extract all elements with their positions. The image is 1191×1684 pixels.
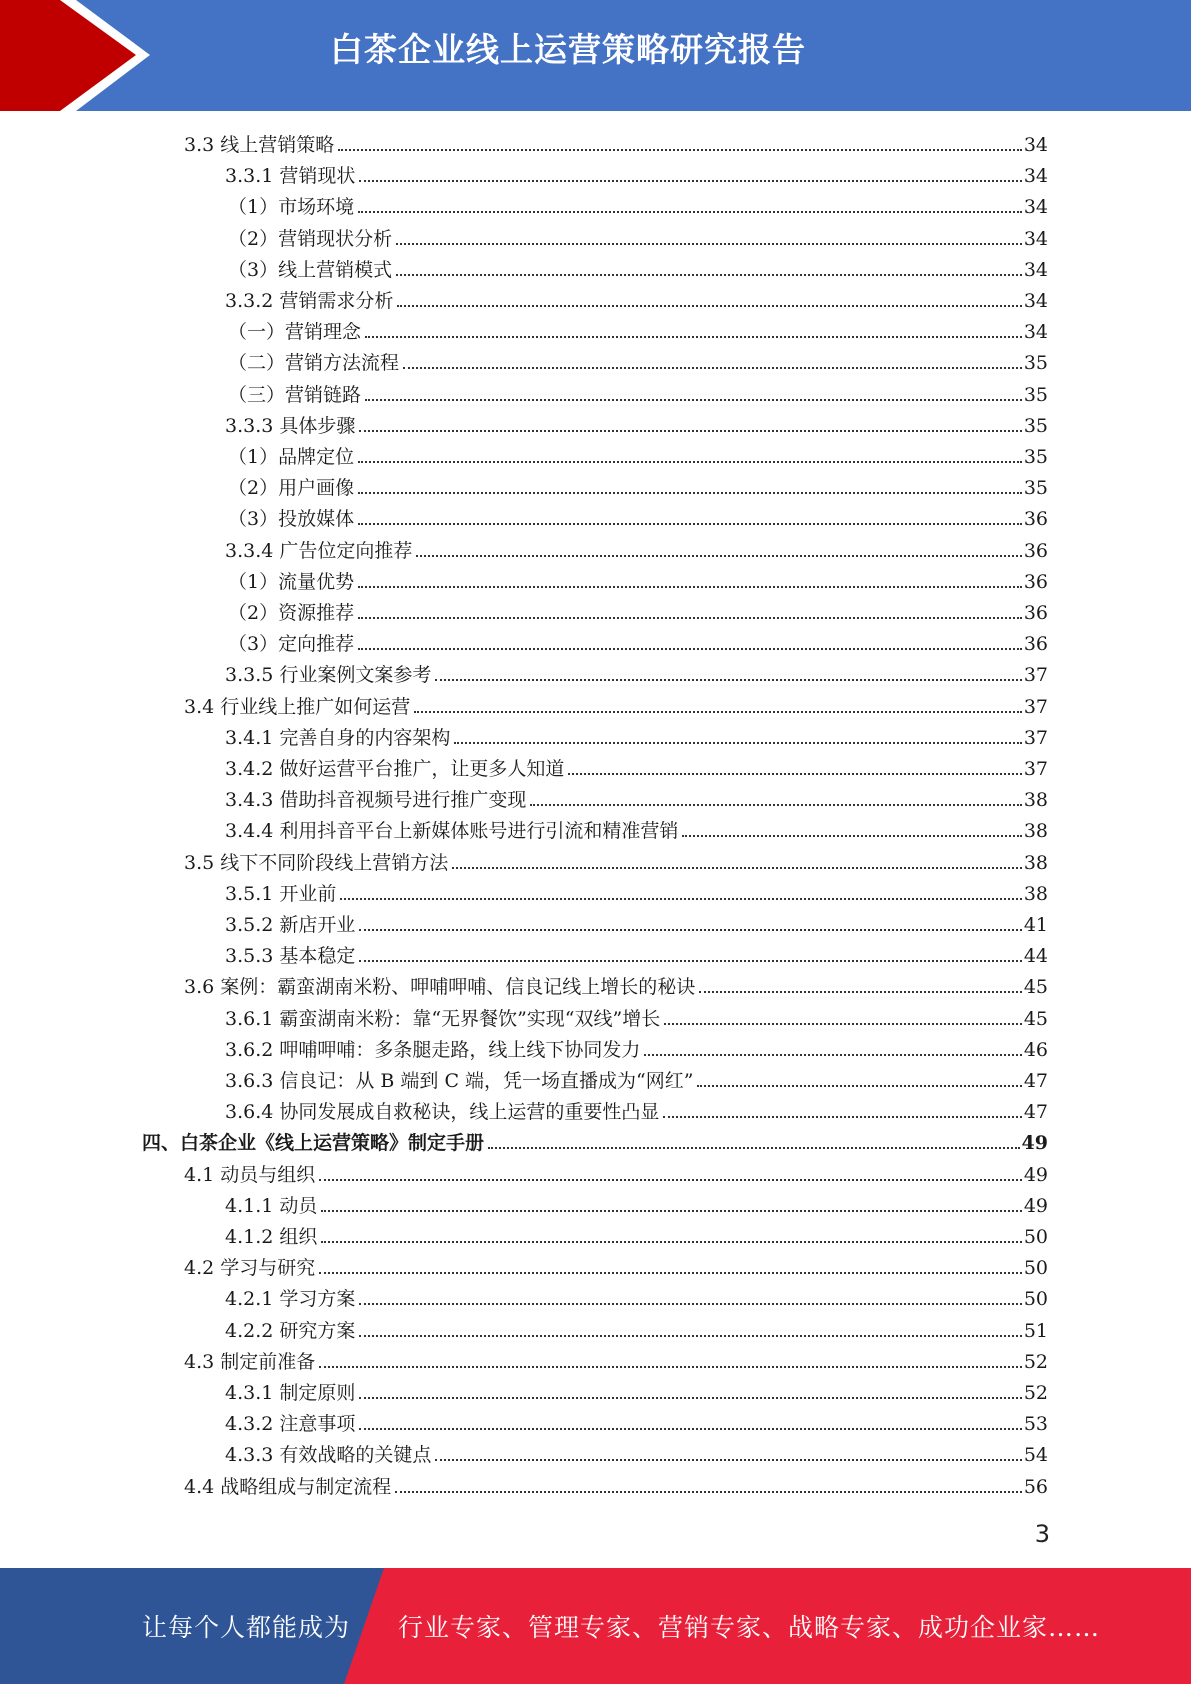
toc-leader-dots (319, 1366, 1022, 1368)
toc-leader-dots (358, 211, 1022, 213)
toc-entry-label: （二）营销方法流程 (228, 352, 400, 374)
toc-entry-page: 36 (1023, 602, 1048, 624)
toc-entry-label: 3.3 线上营销策略 (184, 134, 335, 156)
toc-entry-label: 3.3.3 具体步骤 (225, 415, 356, 437)
toc-entry-page: 51 (1023, 1320, 1048, 1342)
toc-entry-label: 3.4.2 做好运营平台推广，让更多人知道 (225, 758, 565, 780)
toc-leader-dots (452, 867, 1022, 869)
toc-entry[interactable] (225, 157, 1048, 188)
toc-entry[interactable] (184, 1343, 1048, 1374)
toc-entry-label: （1）市场环境 (228, 196, 355, 218)
toc-entry-label: 3.5.3 基本稳定 (225, 945, 356, 967)
toc-entry[interactable] (228, 220, 1048, 251)
toc-entry[interactable] (142, 1124, 1048, 1155)
toc-entry-label: 3.6.3 信良记：从 B 端到 C 端，凭一场直播成为“网红” (225, 1070, 694, 1092)
toc-entry[interactable] (225, 1312, 1048, 1343)
toc-leader-dots (644, 1054, 1021, 1056)
toc-entry-page: 37 (1023, 727, 1048, 749)
toc-entry[interactable] (184, 1156, 1048, 1187)
toc-entry[interactable] (228, 251, 1048, 282)
toc-entry[interactable] (184, 844, 1048, 875)
toc-entry-label: 3.3.1 营销现状 (225, 165, 356, 187)
toc-entry-label: 4.2.2 研究方案 (225, 1320, 356, 1342)
toc-entry-label: 3.5.1 开业前 (225, 883, 337, 905)
toc-entry-page: 34 (1023, 259, 1048, 281)
toc-entry-page: 50 (1023, 1288, 1048, 1310)
toc-entry-page: 34 (1023, 165, 1048, 187)
toc-entry-label: （2）用户画像 (228, 477, 355, 499)
toc-entry-label: 3.6.4 协同发展成自救秘诀，线上运营的重要性凸显 (225, 1101, 660, 1123)
toc-entry-page: 50 (1023, 1257, 1048, 1279)
toc-leader-dots (664, 1023, 1022, 1025)
toc-entry-page: 38 (1023, 789, 1048, 811)
toc-leader-dots (358, 492, 1022, 494)
toc-entry-page: 54 (1023, 1444, 1048, 1466)
toc-entry[interactable] (184, 968, 1048, 999)
toc-leader-dots (319, 1272, 1022, 1274)
toc-leader-dots (358, 617, 1022, 619)
toc-entry-label: （2）资源推荐 (228, 602, 355, 624)
page-footer (0, 1568, 1191, 1684)
toc-leader-dots (359, 1428, 1021, 1430)
toc-entry[interactable] (225, 1280, 1048, 1311)
toc-leader-dots (403, 367, 1022, 369)
toc-leader-dots (663, 1116, 1021, 1118)
toc-entry-label: 4.3 制定前准备 (184, 1351, 316, 1373)
toc-entry-label: 3.3.5 行业案例文案参考 (225, 664, 432, 686)
toc-leader-dots (358, 523, 1022, 525)
toc-entry-label: （3）投放媒体 (228, 508, 355, 530)
toc-entry-page: 35 (1023, 446, 1048, 468)
toc-entry-page: 38 (1023, 820, 1048, 842)
toc-entry-label: 3.5 线下不同阶段线上营销方法 (184, 852, 449, 874)
toc-entry-page: 34 (1023, 290, 1048, 312)
toc-entry[interactable] (228, 438, 1048, 469)
toc-entry[interactable] (228, 188, 1048, 219)
toc-leader-dots (682, 835, 1021, 837)
toc-leader-dots (359, 1335, 1021, 1337)
toc-entry-page: 36 (1023, 508, 1048, 530)
toc-entry-label: 4.4 战略组成与制定流程 (184, 1476, 392, 1498)
toc-entry-label: 3.4.3 借助抖音视频号进行推广变现 (225, 789, 527, 811)
toc-leader-dots (416, 555, 1021, 557)
toc-leader-dots (435, 1459, 1021, 1461)
toc-entry[interactable] (225, 781, 1048, 812)
toc-entry[interactable] (184, 126, 1048, 157)
toc-entry[interactable] (228, 563, 1048, 594)
toc-leader-dots (435, 679, 1021, 681)
toc-entry[interactable] (225, 1031, 1048, 1062)
toc-entry-label: 4.1 动员与组织 (184, 1164, 316, 1186)
toc-leader-dots (396, 243, 1022, 245)
toc-entry-page: 34 (1023, 134, 1048, 156)
toc-entry-label: （三）营销链路 (228, 384, 362, 406)
toc-entry-label: （2）营销现状分析 (228, 228, 393, 250)
toc-entry[interactable] (228, 469, 1048, 500)
toc-leader-dots (358, 461, 1022, 463)
toc-entry-label: 4.1.1 动员 (225, 1195, 318, 1217)
toc-entry[interactable] (225, 407, 1048, 438)
toc-entry[interactable] (228, 344, 1048, 375)
toc-leader-dots (395, 1491, 1022, 1493)
toc-entry[interactable] (225, 875, 1048, 906)
toc-leader-dots (359, 180, 1021, 182)
toc-entry-page: 37 (1023, 696, 1048, 718)
toc-entry-label: （3）定向推荐 (228, 633, 355, 655)
toc-entry-label: 3.4.1 完善自身的内容架构 (225, 727, 451, 749)
toc-entry[interactable] (225, 906, 1048, 937)
toc-leader-dots (321, 1241, 1021, 1243)
toc-entry[interactable] (225, 1436, 1048, 1467)
toc-leader-dots (359, 430, 1021, 432)
footer-slogan-right: 行业专家、管理专家、营销专家、战略专家、成功企业家…… (398, 1613, 1101, 1642)
toc-entry[interactable] (225, 719, 1048, 750)
toc-entry-page: 52 (1023, 1382, 1048, 1404)
toc-leader-dots (568, 773, 1021, 775)
toc-entry-page: 47 (1023, 1070, 1048, 1092)
toc-entry[interactable] (225, 282, 1048, 313)
toc-entry-label: 4.3.3 有效战略的关键点 (225, 1444, 432, 1466)
toc-entry-label: （3）线上营销模式 (228, 259, 393, 281)
toc-entry-label: （1）流量优势 (228, 571, 355, 593)
toc-entry-page: 35 (1023, 477, 1048, 499)
toc-leader-dots (319, 1179, 1022, 1181)
toc-entry-label: 4.3.1 制定原则 (225, 1382, 356, 1404)
report-title: 白茶企业线上运营策略研究报告 (330, 30, 806, 69)
toc-entry-page: 49 (1023, 1195, 1048, 1217)
toc-entry-page: 45 (1023, 976, 1048, 998)
toc-entry[interactable] (225, 1187, 1048, 1218)
toc-leader-dots (530, 804, 1021, 806)
toc-entry-label: 3.4 行业线上推广如何运营 (184, 696, 411, 718)
toc-entry-page: 36 (1023, 540, 1048, 562)
toc-leader-dots (454, 742, 1021, 744)
toc-entry-label: 3.4.4 利用抖音平台上新媒体账号进行引流和精准营销 (225, 820, 679, 842)
toc-leader-dots (358, 648, 1022, 650)
toc-entry-page: 34 (1023, 196, 1048, 218)
toc-entry[interactable] (225, 750, 1048, 781)
page-header (0, 0, 1191, 111)
toc-entry[interactable] (225, 1000, 1048, 1031)
toc-leader-dots (359, 929, 1021, 931)
toc-entry-page: 37 (1023, 664, 1048, 686)
toc-entry[interactable] (225, 812, 1048, 843)
toc-entry-label: 3.5.2 新店开业 (225, 914, 356, 936)
toc-entry-page: 35 (1023, 415, 1048, 437)
toc-leader-dots (359, 1303, 1021, 1305)
toc-leader-dots (699, 991, 1022, 993)
toc-entry-label: 3.3.4 广告位定向推荐 (225, 540, 413, 562)
toc-leader-dots (338, 149, 1022, 151)
toc-entry[interactable] (228, 313, 1048, 344)
toc-entry-page: 53 (1023, 1413, 1048, 1435)
toc-entry[interactable] (228, 594, 1048, 625)
toc-entry-page: 56 (1023, 1476, 1048, 1498)
toc-leader-dots (488, 1147, 1020, 1149)
toc-entry-page: 35 (1023, 352, 1048, 374)
toc-entry-page: 44 (1023, 945, 1048, 967)
footer-slogan-left: 让每个人都能成为 (142, 1613, 351, 1642)
toc-entry[interactable] (228, 376, 1048, 407)
toc-entry-page: 46 (1023, 1039, 1048, 1061)
toc-entry-label: 3.6.2 呷哺呷哺：多条腿走路，线上线下协同发力 (225, 1039, 641, 1061)
toc-entry-page: 47 (1023, 1101, 1048, 1123)
toc-entry[interactable] (225, 937, 1048, 968)
toc-entry-page: 36 (1023, 571, 1048, 593)
toc-entry[interactable] (225, 1374, 1048, 1405)
toc-leader-dots (414, 711, 1022, 713)
toc-leader-dots (358, 586, 1022, 588)
toc-entry-page: 36 (1023, 633, 1048, 655)
toc-leader-dots (359, 1397, 1021, 1399)
toc-entry[interactable] (228, 625, 1048, 656)
toc-leader-dots (396, 274, 1022, 276)
toc-entry-label: 3.6.1 霸蛮湖南米粉：靠“无界餐饮”实现“双线”增长 (225, 1008, 661, 1030)
toc-entry-page: 34 (1023, 228, 1048, 250)
toc-leader-dots (340, 898, 1021, 900)
toc-entry-label: 3.6 案例：霸蛮湖南米粉、呷哺呷哺、信良记线上增长的秘诀 (184, 976, 696, 998)
page-number: 3 (1034, 1520, 1050, 1548)
toc-entry-label: 4.1.2 组织 (225, 1226, 318, 1248)
toc-entry[interactable] (225, 656, 1048, 687)
toc-entry-page: 34 (1023, 321, 1048, 343)
toc-entry-label: 4.3.2 注意事项 (225, 1413, 356, 1435)
toc-entry-page: 38 (1023, 883, 1048, 905)
toc-entry-label: 3.3.2 营销需求分析 (225, 290, 394, 312)
toc-entry-page: 45 (1023, 1008, 1048, 1030)
toc-entry[interactable] (225, 1093, 1048, 1124)
toc-entry-label: 4.2 学习与研究 (184, 1257, 316, 1279)
toc-entry-page: 52 (1023, 1351, 1048, 1373)
toc-leader-dots (697, 1085, 1021, 1087)
toc-entry-label: （1）品牌定位 (228, 446, 355, 468)
toc-leader-dots (365, 399, 1022, 401)
toc-entry-page: 49 (1023, 1164, 1048, 1186)
toc-leader-dots (397, 305, 1021, 307)
toc-entry[interactable] (225, 1218, 1048, 1249)
toc-entry[interactable] (225, 532, 1048, 563)
toc-entry-page: 37 (1023, 758, 1048, 780)
toc-leader-dots (365, 336, 1022, 338)
toc-entry-label: （一）营销理念 (228, 321, 362, 343)
toc-entry-page: 49 (1021, 1132, 1048, 1154)
toc-entry[interactable] (184, 1468, 1048, 1499)
toc-entry-page: 50 (1023, 1226, 1048, 1248)
toc-entry[interactable] (225, 1062, 1048, 1093)
toc-entry-label: 4.2.1 学习方案 (225, 1288, 356, 1310)
toc-entry-page: 38 (1023, 852, 1048, 874)
toc-entry[interactable] (184, 688, 1048, 719)
toc-entry[interactable] (225, 1405, 1048, 1436)
toc-entry[interactable] (184, 1249, 1048, 1280)
toc-leader-dots (321, 1210, 1021, 1212)
toc-leader-dots (359, 960, 1021, 962)
toc-entry-label: 四、白茶企业《线上运营策略》制定手册 (142, 1132, 485, 1154)
toc-entry[interactable] (228, 500, 1048, 531)
toc-entry-page: 41 (1023, 914, 1048, 936)
toc-entry-page: 35 (1023, 384, 1048, 406)
